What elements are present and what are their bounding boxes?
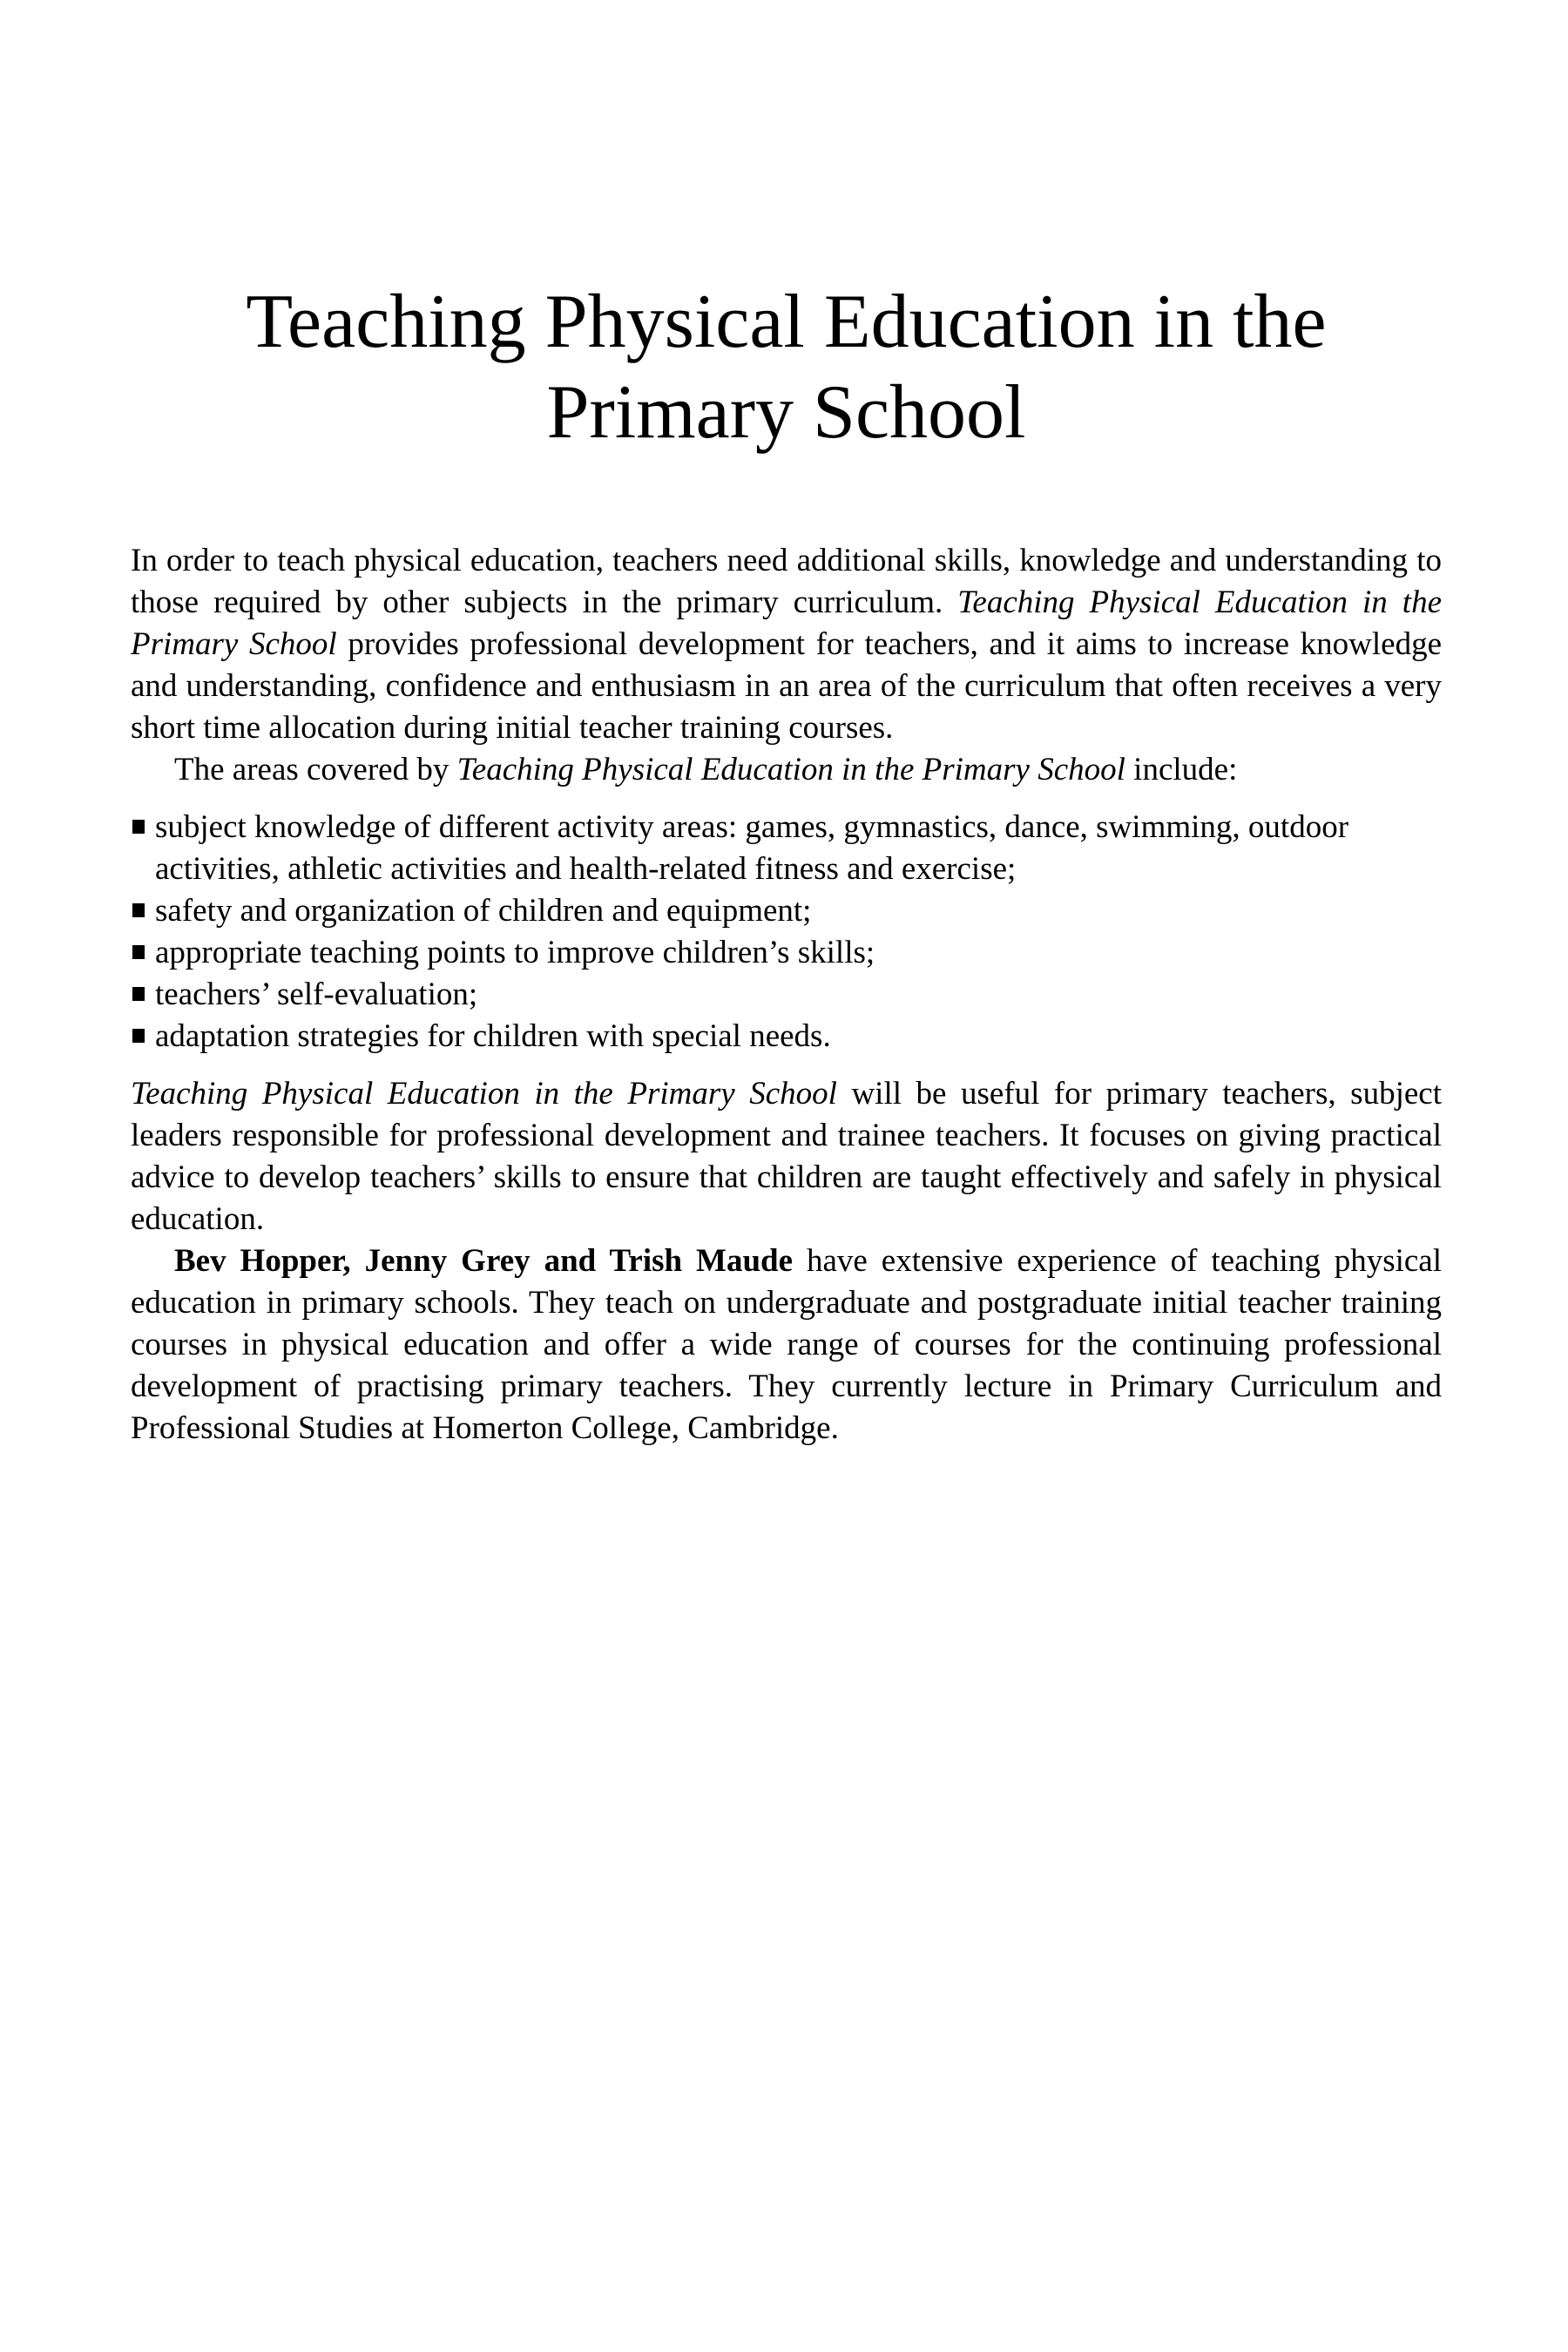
list-item-text: adaptation strategies for children with special needs. [155, 1018, 831, 1054]
square-bullet-icon [132, 903, 145, 917]
page-title [131, 277, 1442, 458]
author-names: Bev Hopper, Jenny Grey and Trish Maude [174, 1243, 794, 1279]
book-title-italic: Teaching Physical Education in the Primary School [131, 585, 1442, 662]
list-item [131, 1016, 1442, 1058]
book-title-italic: Teaching Physical Education in the Primary School [456, 752, 1125, 787]
list-item-text: subject knowledge of different activity areas: games, gymnastics, dance, swimming, outdoor activities, athletic activities and health-related fitness and exercise; [155, 809, 1349, 887]
book-title-italic: Teaching Physical Education in the Primary School [131, 1076, 837, 1112]
square-bullet-icon [132, 820, 145, 834]
audience-text: will be useful for primary teachers, subject leaders responsible for professional development and trainee teachers. It focuses on giving practical advice to develop teachers’ skills to ensure that children are taught effectively and safely in physical education. [131, 1076, 1442, 1237]
list-item [131, 890, 1442, 932]
square-bullet-icon [132, 945, 145, 959]
areas-intro-text: The areas covered by [174, 752, 457, 787]
list-item [131, 932, 1442, 974]
list-item [131, 807, 1442, 890]
blurb-body [131, 540, 1442, 1450]
intro-paragraph [131, 540, 1442, 749]
audience-paragraph [131, 1073, 1442, 1240]
title-line-2: Primary School [546, 370, 1026, 455]
authors-paragraph [131, 1240, 1442, 1450]
intro-text: In order to teach physical education, teachers need additional skills, knowledge and understanding to those required by other subjects in the primary curriculum. [131, 543, 1442, 620]
title-line-1: Teaching Physical Education in the [246, 280, 1327, 364]
areas-list [131, 807, 1442, 1058]
list-item-text: appropriate teaching points to improve children’s skills; [155, 935, 875, 970]
list-item [131, 974, 1442, 1016]
list-item-text: teachers’ self-evaluation; [155, 977, 478, 1012]
list-item-text: safety and organization of children and equipment; [155, 893, 812, 929]
authors-bio-text: have extensive experience of teaching physical education in primary schools. They teach on undergraduate and postgraduate initial teacher training courses in physical education and offer a wide range of courses for the continuing professional development of practising primary teachers. They currently lecture in Primary Curriculum and Professional Studies at Homerton College, Cambridge. [131, 1243, 1442, 1446]
square-bullet-icon [132, 987, 145, 1001]
square-bullet-icon [132, 1029, 145, 1043]
areas-intro-text-continued: include: [1125, 752, 1238, 787]
areas-intro-paragraph [131, 749, 1442, 791]
intro-text-continued: provides professional development for teachers, and it aims to increase knowledge and understanding, confidence and enthusiasm in an area of the curriculum that often receives a very short time allocation during initial teacher training courses. [131, 626, 1442, 746]
